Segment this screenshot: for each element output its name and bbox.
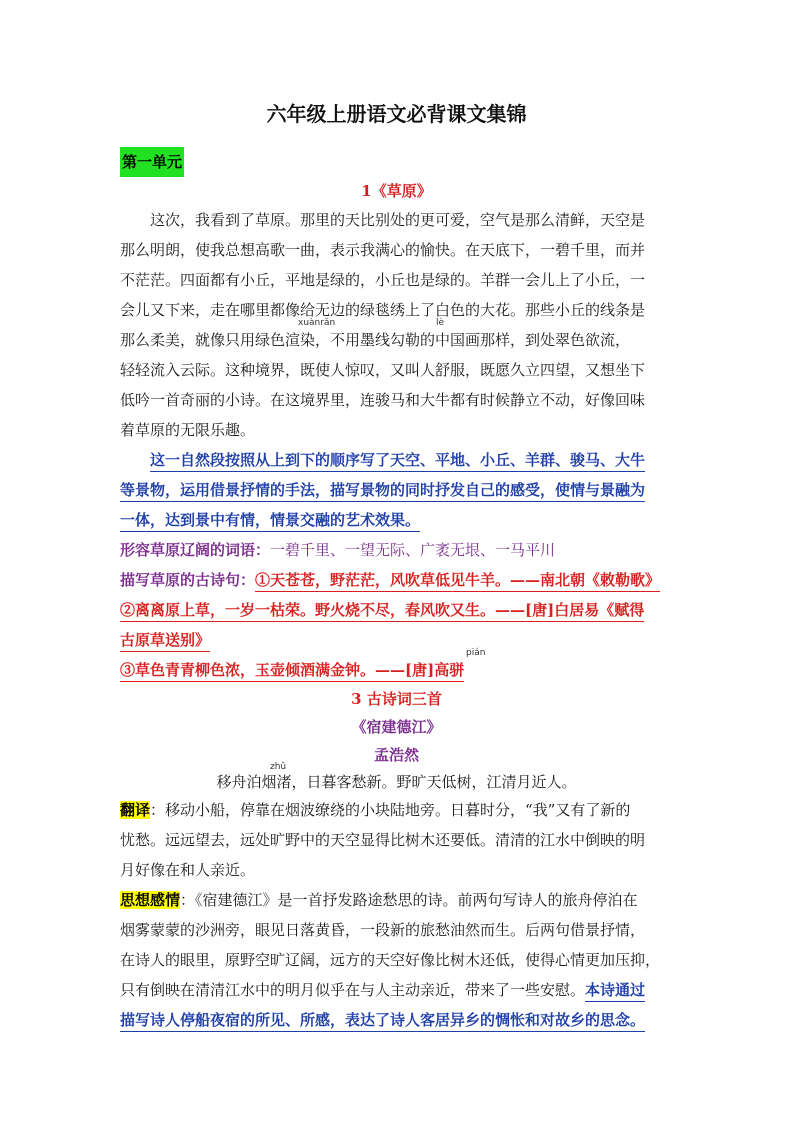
- lesson1-heading: 1《草原》: [361, 182, 432, 200]
- analysis-line-3: [120, 510, 420, 530]
- analysis-text-1: 这一自然段按照从上到下的顺序写了天空、平地、小丘、羊群、骏马、大牛: [150, 451, 645, 472]
- analysis-text-3: 一体，达到景中有情，情景交融的艺术效果。: [120, 511, 420, 532]
- unit-label: 第一单元: [120, 147, 184, 177]
- lesson3-heading: 3 古诗词三首: [351, 690, 442, 708]
- ruby-pian: pián: [466, 648, 486, 658]
- analysis-text-2: 等景物，运用借景抒情的手法，描写景物的同时抒发自己的感受，使情与景融为: [120, 481, 645, 502]
- poems-line-2: [120, 600, 644, 620]
- poem-2a: ②离离原上草，一岁一枯荣。野火烧不尽，春风吹又生。——[唐]白居易《赋得: [120, 601, 644, 622]
- analysis-line-1: [150, 450, 645, 470]
- translation-line-3: 月好像在和人亲近。: [120, 861, 256, 879]
- poem-3: ③草色青青柳色浓，玉壶倾酒满金钟。——[唐]高骈: [120, 661, 464, 682]
- emotion-text-1: ：《宿建德江》是一首抒发路途愁思的诗。前两句写诗人的旅舟停泊在: [180, 891, 638, 909]
- poem-2b: 古原草送别》: [120, 631, 210, 652]
- emotion-tail-a: 本诗通过: [585, 981, 645, 1002]
- lesson1-line-3: 不茫茫。四面都有小丘，平地是绿的，小丘也是绿的。羊群一会儿上了小丘，一: [120, 271, 646, 289]
- emotion-line-4: [120, 980, 645, 1000]
- poems-line-4: [120, 660, 464, 680]
- ruby-le: lè: [436, 318, 445, 328]
- poem-title: 《宿建德江》: [351, 718, 442, 736]
- lesson1-line-5: 那么柔美，就像只用绿色渲染，不用墨线勾勒的中国画那样，到处翠色欲流，: [120, 331, 631, 349]
- emotion-line-1: [120, 890, 638, 910]
- words-line: [120, 540, 555, 560]
- emotion-line-5: [120, 1010, 645, 1030]
- lesson1-line-6: 轻轻流入云际。这种境界，既使人惊叹，又叫人舒服，既愿久立四望，又想坐下: [120, 361, 646, 379]
- poems-line-1: [120, 570, 660, 590]
- page-title: 六年级上册语文必背课文集锦: [266, 102, 527, 126]
- words-text: 一碧千里、一望无际、广袤无垠、一马平川: [270, 541, 556, 559]
- poem-text: 移舟泊烟渚，日暮客愁新。野旷天低树，江清月近人。: [216, 773, 577, 791]
- poems-line-3: [120, 630, 210, 650]
- emotion-text-4: 只有倒映在清清江水中的明月似乎在与人主动亲近，带来了一些安慰。: [120, 981, 586, 999]
- poems-label: 描写草原的古诗句：: [120, 571, 256, 589]
- poem-1: ①天苍苍，野茫茫，风吹草低见牛羊。——南北朝《敕勒歌》: [255, 571, 660, 592]
- lesson1-line-4: 会儿又下来，走在哪里都像给无边的绿毯绣上了白色的大花。那些小丘的线条是: [120, 301, 646, 319]
- ruby-xuanran: xuànrǎn: [298, 318, 336, 328]
- ruby-zhu: zhǔ: [270, 762, 287, 772]
- lesson1-line-7: 低吟一首奇丽的小诗。在这境界里，连骏马和大牛都有时候静立不动，好像回味: [120, 391, 646, 409]
- lesson1-line-8: 着草原的无限乐趣。: [120, 421, 256, 439]
- translation-label: 翻译: [120, 801, 151, 819]
- emotion-line-2: 烟雾蒙蒙的沙洲旁，眼见日落黄昏，一段新的旅愁油然而生。后两句借景抒情，: [120, 921, 646, 939]
- words-label: 形容草原辽阔的词语：: [120, 541, 271, 559]
- translation-text-1: ：移动小船，停靠在烟波缭绕的小块陆地旁。日暮时分，“我”又有了新的: [150, 801, 631, 819]
- emotion-label: 思想感情: [120, 891, 181, 909]
- lesson1-line-2: 那么明朗，使我总想高歌一曲，表示我满心的愉快。在天底下，一碧千里，而并: [120, 241, 646, 259]
- translation-line-2: 忧愁。远远望去，远处旷野中的天空显得比树木还要低。清清的江水中倒映的明: [120, 831, 646, 849]
- poem-author: 孟浩然: [373, 746, 419, 764]
- analysis-line-2: [120, 480, 645, 500]
- emotion-line-3: 在诗人的眼里，原野空旷辽阔，远方的天空好像比树木还低，使得心情更加压抑，: [120, 951, 661, 969]
- emotion-tail-b: 描写诗人停船夜宿的所见、所感，表达了诗人客居异乡的惆怅和对故乡的思念。: [120, 1011, 645, 1032]
- lesson1-line-1: 这次，我看到了草原。那里的天比别处的更可爱，空气是那么清鲜，天空是: [150, 211, 646, 229]
- translation-line-1: [120, 800, 630, 820]
